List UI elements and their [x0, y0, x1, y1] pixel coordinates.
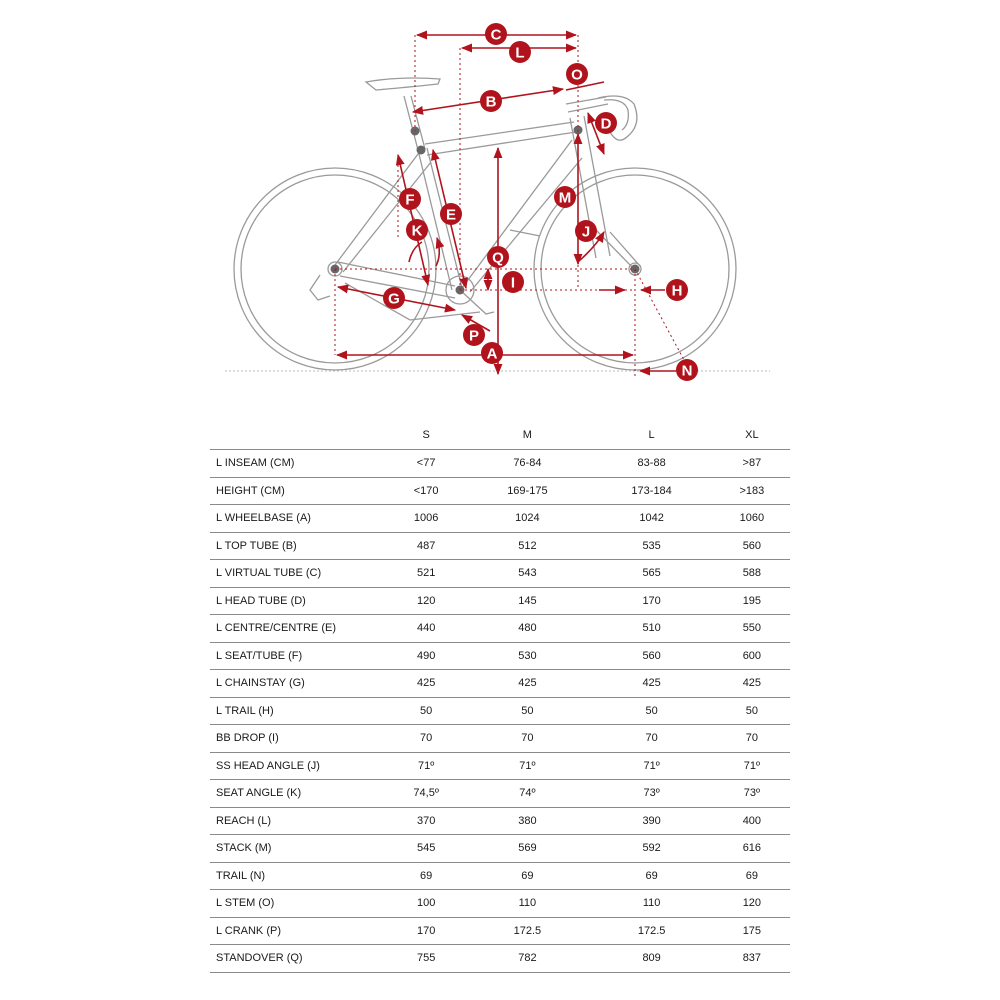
svg-text:Q: Q — [492, 249, 504, 267]
marker-f — [399, 188, 421, 210]
table-row — [210, 697, 790, 725]
table-cell: 592 — [590, 835, 714, 863]
row-label: HEIGHT (CM) — [210, 477, 387, 505]
row-label: L STEM (O) — [210, 890, 387, 918]
marker-p — [463, 324, 485, 346]
table-row — [210, 505, 790, 533]
row-label: STACK (M) — [210, 835, 387, 863]
svg-text:P: P — [468, 327, 480, 345]
table-cell: 1024 — [465, 505, 589, 533]
table-cell: 550 — [714, 615, 790, 643]
table-cell: 425 — [714, 670, 790, 698]
size-header-m: M — [465, 420, 589, 450]
table-cell: 69 — [714, 862, 790, 890]
table-cell: 110 — [590, 890, 714, 918]
table-cell: 173-184 — [590, 477, 714, 505]
table-cell: 755 — [387, 945, 465, 973]
svg-text:N: N — [681, 362, 693, 380]
marker-g — [383, 287, 405, 309]
table-cell: 480 — [465, 615, 589, 643]
marker-e — [440, 203, 462, 225]
reference-lines — [335, 35, 690, 376]
table-cell: 73º — [714, 780, 790, 808]
table-cell: 782 — [465, 945, 589, 973]
table-row — [210, 642, 790, 670]
row-label: TRAIL (N) — [210, 862, 387, 890]
row-label: L TOP TUBE (B) — [210, 532, 387, 560]
table-cell: 69 — [387, 862, 465, 890]
svg-text:K: K — [411, 222, 423, 240]
table-row — [210, 587, 790, 615]
row-label: L INSEAM (CM) — [210, 450, 387, 478]
row-label: SS HEAD ANGLE (J) — [210, 752, 387, 780]
table-cell: 69 — [590, 862, 714, 890]
table-row — [210, 780, 790, 808]
svg-text:D: D — [600, 115, 612, 133]
marker-j — [575, 220, 597, 242]
table-cell: 837 — [714, 945, 790, 973]
table-cell: <170 — [387, 477, 465, 505]
table-cell: >87 — [714, 450, 790, 478]
table-cell: 588 — [714, 560, 790, 588]
table-cell: 425 — [465, 670, 589, 698]
row-label: BB DROP (I) — [210, 725, 387, 753]
svg-text:A: A — [486, 345, 498, 363]
svg-text:C: C — [490, 26, 502, 44]
svg-text:H: H — [671, 282, 683, 300]
row-label: STANDOVER (Q) — [210, 945, 387, 973]
table-cell: 50 — [387, 697, 465, 725]
svg-text:B: B — [485, 93, 497, 111]
table-cell: 145 — [465, 587, 589, 615]
table-cell: 76-84 — [465, 450, 589, 478]
table-cell: 380 — [465, 807, 589, 835]
table-cell: 1042 — [590, 505, 714, 533]
size-header-s: S — [387, 420, 465, 450]
table-cell: 71º — [387, 752, 465, 780]
table-cell: 370 — [387, 807, 465, 835]
row-label: L CHAINSTAY (G) — [210, 670, 387, 698]
table-row — [210, 945, 790, 973]
bike-geometry-diagram — [0, 0, 1000, 400]
row-label: L TRAIL (H) — [210, 697, 387, 725]
size-header-l: L — [590, 420, 714, 450]
dimension-lines — [337, 35, 676, 374]
table-row — [210, 890, 790, 918]
svg-text:E: E — [445, 206, 457, 224]
table-cell: 600 — [714, 642, 790, 670]
table-row — [210, 670, 790, 698]
marker-h — [666, 279, 688, 301]
table-cell: 425 — [387, 670, 465, 698]
table-row — [210, 450, 790, 478]
geometry-table — [210, 420, 790, 973]
table-cell: 71º — [465, 752, 589, 780]
table-cell: 560 — [590, 642, 714, 670]
marker-b — [480, 90, 502, 112]
svg-text:G: G — [388, 290, 400, 308]
table-cell: 71º — [714, 752, 790, 780]
table-cell: 543 — [465, 560, 589, 588]
table-cell: 120 — [714, 890, 790, 918]
table-cell: 530 — [465, 642, 589, 670]
table-cell: 73º — [590, 780, 714, 808]
table-cell: 110 — [465, 890, 589, 918]
row-label: L VIRTUAL TUBE (C) — [210, 560, 387, 588]
svg-text:J: J — [581, 223, 591, 241]
table-cell: 169-175 — [465, 477, 589, 505]
size-header-row — [210, 420, 790, 450]
marker-m — [554, 186, 576, 208]
bike-outline — [234, 78, 736, 370]
table-cell: 70 — [714, 725, 790, 753]
table-cell: <77 — [387, 450, 465, 478]
table-cell: 172.5 — [465, 917, 589, 945]
table-cell: 70 — [590, 725, 714, 753]
table-row — [210, 917, 790, 945]
table-cell: 390 — [590, 807, 714, 835]
table-cell: 175 — [714, 917, 790, 945]
table-row — [210, 862, 790, 890]
table-cell: 170 — [590, 587, 714, 615]
table-row — [210, 560, 790, 588]
marker-k — [406, 219, 428, 241]
row-label: L SEAT/TUBE (F) — [210, 642, 387, 670]
table-cell: 69 — [465, 862, 589, 890]
table-cell: 120 — [387, 587, 465, 615]
marker-n — [676, 359, 698, 381]
table-cell: 172.5 — [590, 917, 714, 945]
table-cell: 490 — [387, 642, 465, 670]
row-label: L CENTRE/CENTRE (E) — [210, 615, 387, 643]
table-cell: 560 — [714, 532, 790, 560]
table-cell: 521 — [387, 560, 465, 588]
row-label: REACH (L) — [210, 807, 387, 835]
table-cell: 535 — [590, 532, 714, 560]
row-label: L HEAD TUBE (D) — [210, 587, 387, 615]
table-cell: 100 — [387, 890, 465, 918]
table-cell: 74,5º — [387, 780, 465, 808]
table-cell: 400 — [714, 807, 790, 835]
marker-c — [485, 23, 507, 45]
table-cell: 195 — [714, 587, 790, 615]
table-cell: >183 — [714, 477, 790, 505]
row-label: L WHEELBASE (A) — [210, 505, 387, 533]
marker-a — [481, 342, 503, 364]
svg-text:I: I — [510, 274, 516, 292]
svg-text:F: F — [405, 191, 415, 209]
table-cell: 70 — [387, 725, 465, 753]
table-row — [210, 752, 790, 780]
table-cell: 487 — [387, 532, 465, 560]
table-cell: 70 — [465, 725, 589, 753]
table-cell: 510 — [590, 615, 714, 643]
table-cell: 616 — [714, 835, 790, 863]
table-row — [210, 725, 790, 753]
table-cell: 809 — [590, 945, 714, 973]
table-cell: 569 — [465, 835, 589, 863]
table-row — [210, 532, 790, 560]
row-label: SEAT ANGLE (K) — [210, 780, 387, 808]
svg-text:O: O — [571, 66, 583, 84]
header-corner — [210, 420, 387, 450]
geometry-table-body — [210, 450, 790, 973]
marker-i — [502, 271, 524, 293]
table-cell: 565 — [590, 560, 714, 588]
table-cell: 170 — [387, 917, 465, 945]
table-row — [210, 835, 790, 863]
size-header-xl: XL — [714, 420, 790, 450]
table-cell: 83-88 — [590, 450, 714, 478]
table-cell: 1006 — [387, 505, 465, 533]
table-cell: 50 — [590, 697, 714, 725]
table-cell: 440 — [387, 615, 465, 643]
marker-o — [566, 63, 588, 85]
table-cell: 1060 — [714, 505, 790, 533]
table-cell: 71º — [590, 752, 714, 780]
row-label: L CRANK (P) — [210, 917, 387, 945]
marker-d — [595, 112, 617, 134]
table-cell: 50 — [465, 697, 589, 725]
table-cell: 50 — [714, 697, 790, 725]
marker-q — [487, 246, 509, 268]
table-cell: 425 — [590, 670, 714, 698]
marker-l — [509, 41, 531, 63]
table-cell: 74º — [465, 780, 589, 808]
table-cell: 512 — [465, 532, 589, 560]
svg-text:L: L — [515, 44, 525, 62]
table-cell: 545 — [387, 835, 465, 863]
table-row — [210, 477, 790, 505]
table-row — [210, 615, 790, 643]
svg-text:M: M — [558, 189, 572, 207]
table-row — [210, 807, 790, 835]
